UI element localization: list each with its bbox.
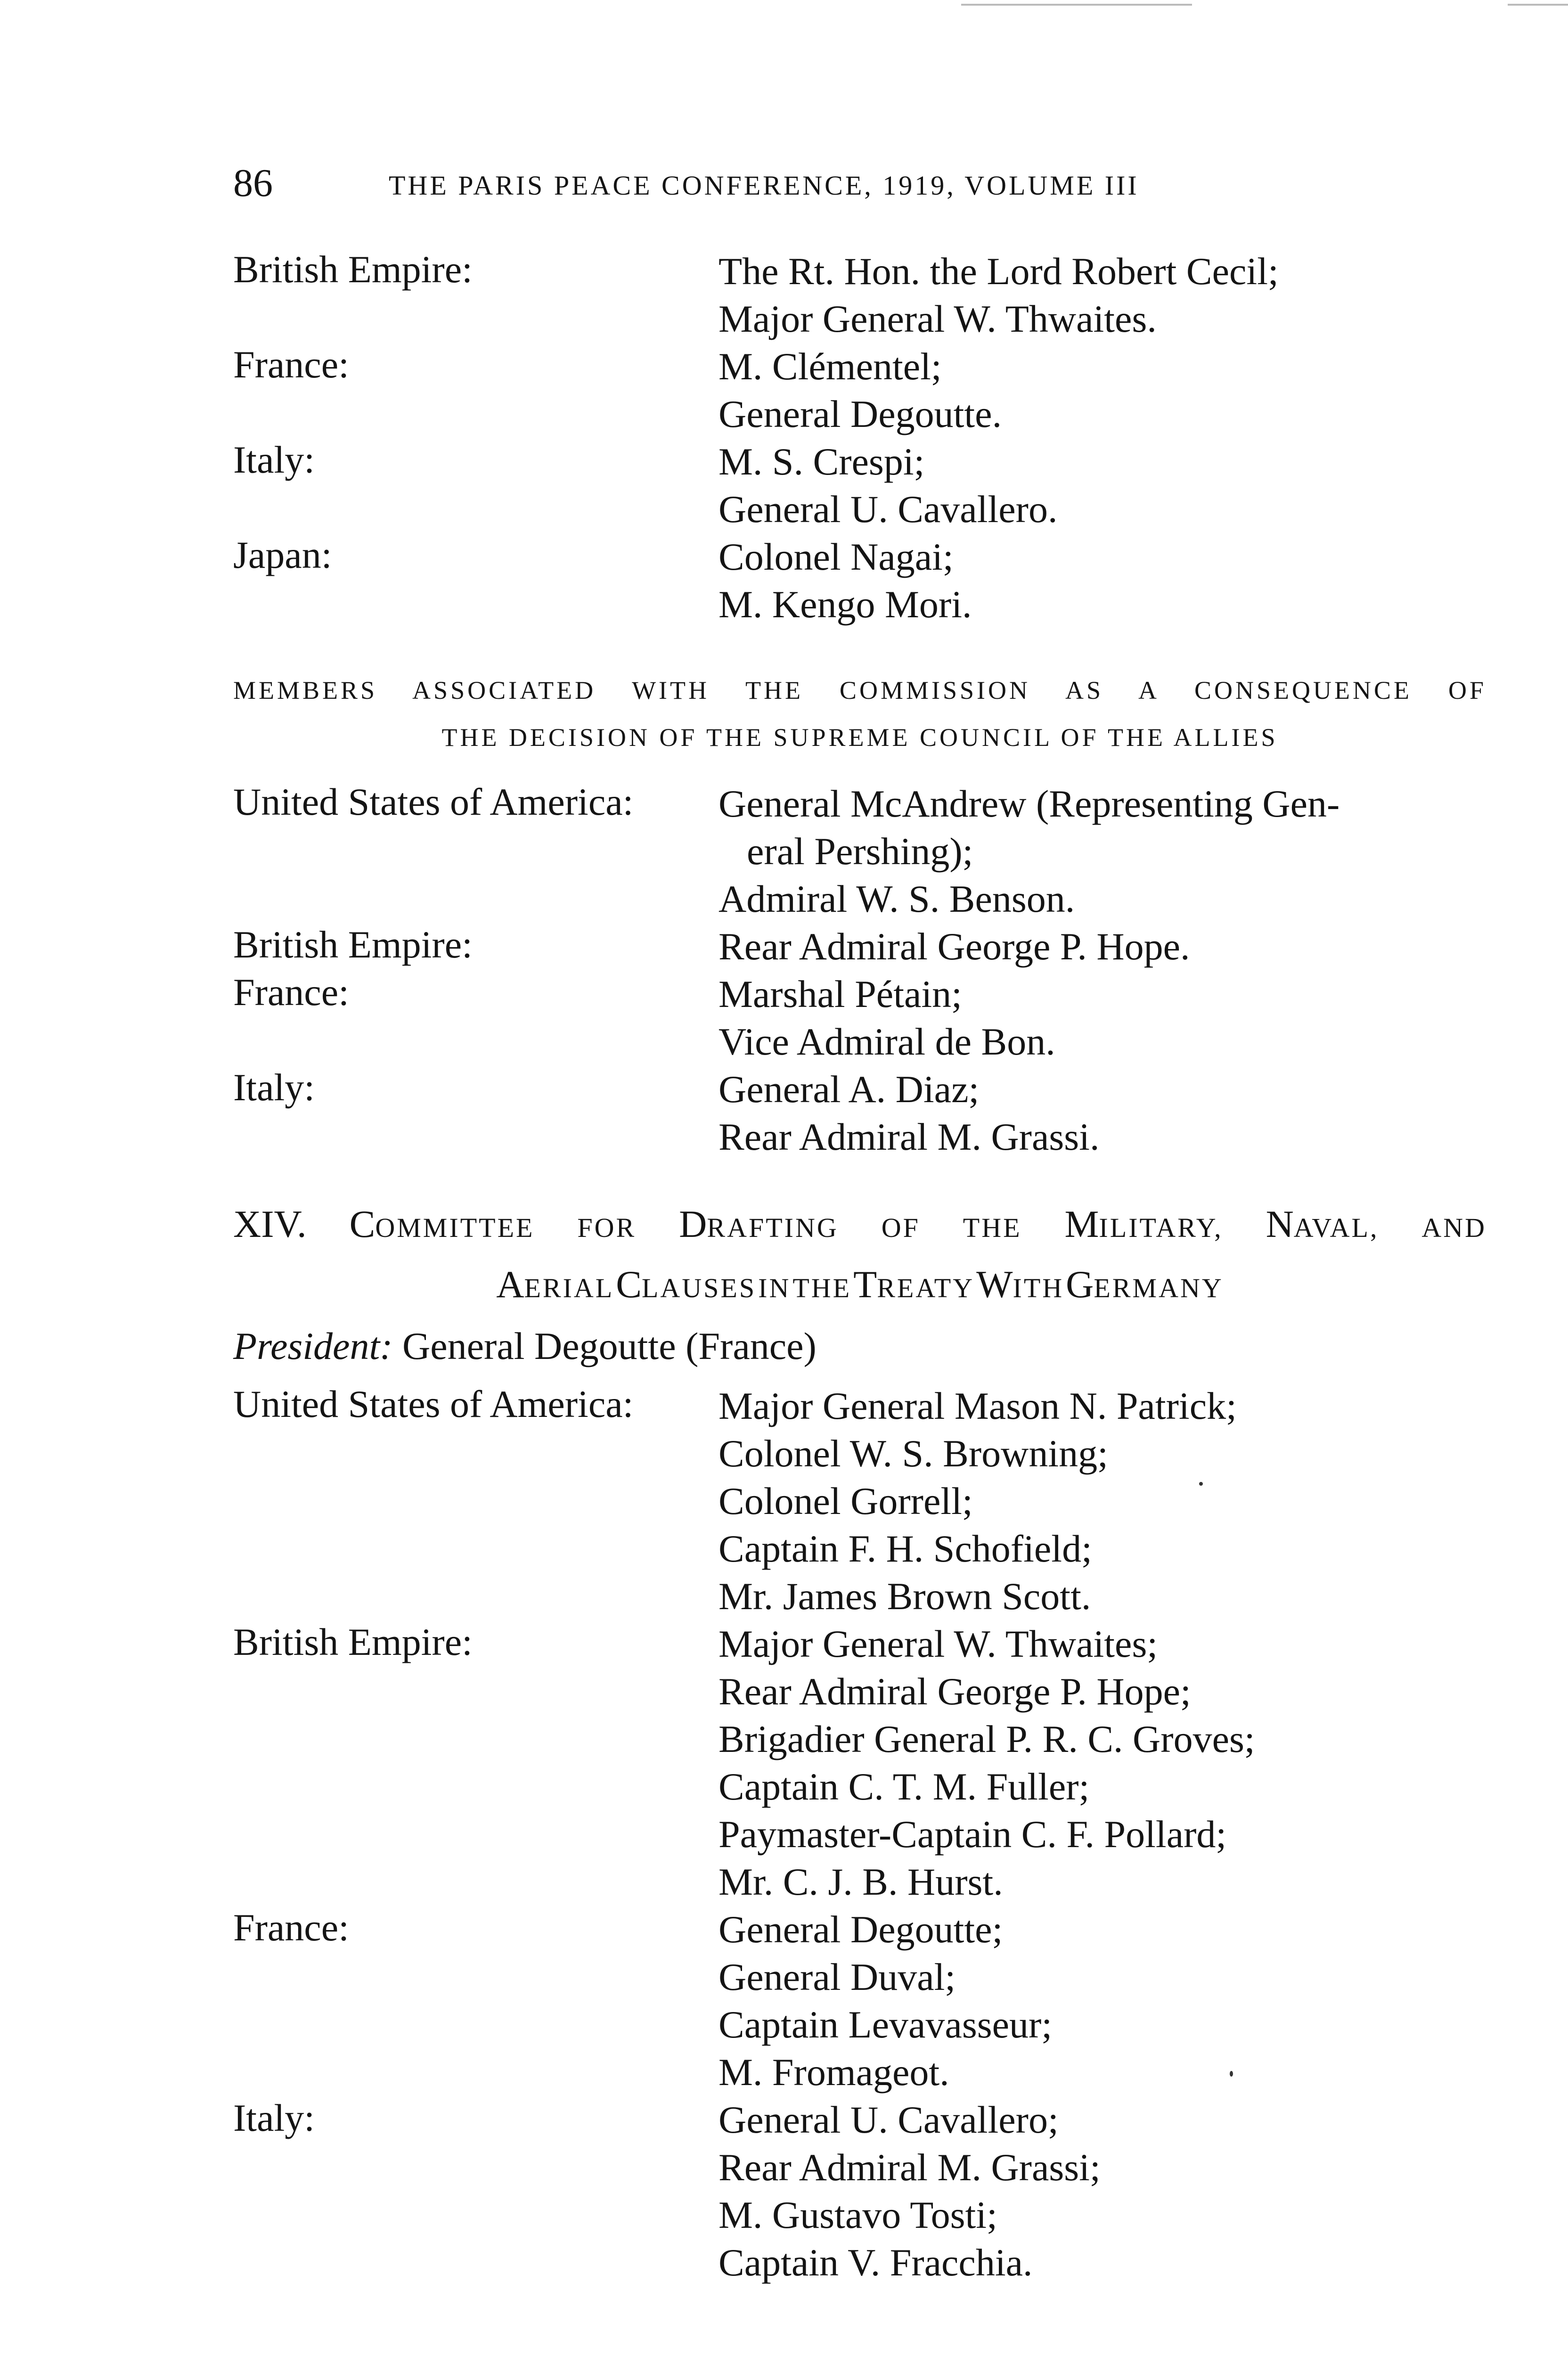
section-heading xyxy=(233,1199,1486,1320)
member-name: M. Fromageot. xyxy=(719,2051,949,2094)
member-name: Major General W. Thwaites. xyxy=(719,297,1157,340)
member-name: M. Kengo Mori. xyxy=(719,583,972,626)
member-name: Mr. James Brown Scott. xyxy=(719,1575,1091,1618)
country-label: United States of America: xyxy=(233,1383,634,1425)
member-row xyxy=(233,247,1505,343)
president-line xyxy=(233,1324,817,1368)
member-name: Captain Levavasseur; xyxy=(719,2003,1053,2046)
member-name: Admiral W. S. Benson. xyxy=(719,877,1075,920)
section-heading-line1: COMMITTEE FOR DRAFTING OF THE MILITARY, NAVAL, AND xyxy=(349,1203,1487,1245)
members-top-list xyxy=(233,247,1505,628)
member-name: Rear Admiral M. Grassi. xyxy=(719,1115,1100,1158)
member-name: Colonel W. S. Browning; xyxy=(719,1432,1108,1475)
member-row xyxy=(233,343,1505,438)
member-name: General U. Cavallero; xyxy=(719,2098,1059,2141)
member-name: Captain V. Fracchia. xyxy=(719,2241,1033,2284)
country-label: Italy: xyxy=(233,1066,315,1109)
member-name: Major General W. Thwaites; xyxy=(719,1622,1158,1665)
associated-heading-line2: THE DECISION OF THE SUPREME COUNCIL OF THE ALLIES xyxy=(441,723,1278,752)
member-row xyxy=(233,1065,1505,1161)
country-label: British Empire: xyxy=(233,248,473,291)
member-name: Vice Admiral de Bon. xyxy=(719,1020,1055,1063)
president-name: General Degoutte (France) xyxy=(402,1325,817,1367)
country-label: France: xyxy=(233,1906,349,1949)
country-label: France: xyxy=(233,343,349,386)
member-name: Rear Admiral M. Grassi; xyxy=(719,2146,1101,2189)
member-name: General Duval; xyxy=(719,1955,956,1998)
member-name: Mr. C. J. B. Hurst. xyxy=(719,1860,1003,1903)
page-header xyxy=(233,160,1486,212)
member-row xyxy=(233,533,1505,628)
member-row xyxy=(233,2096,1505,2286)
section-heading-line2: AERIAL CLAUSES IN THE TREATY WITH GERMANY xyxy=(496,1263,1224,1306)
committee-members-list xyxy=(233,1382,1505,2286)
scan-speck xyxy=(1199,1482,1203,1486)
member-name: Rear Admiral George P. Hope; xyxy=(719,1670,1191,1713)
member-name-continuation: eral Pershing); xyxy=(747,830,973,873)
country-label: Japan: xyxy=(233,533,332,576)
scan-speck xyxy=(1230,2071,1233,2077)
member-name: Colonel Nagai; xyxy=(719,535,954,578)
section-numeral: XIV. xyxy=(233,1203,307,1245)
member-row xyxy=(233,1382,1505,1620)
member-name: Major General Mason N. Patrick; xyxy=(719,1384,1237,1427)
member-row xyxy=(233,970,1505,1065)
member-row xyxy=(233,780,1505,923)
member-row xyxy=(233,1620,1505,1906)
country-label: United States of America: xyxy=(233,780,634,823)
country-label: British Empire: xyxy=(233,1620,473,1663)
member-name: Rear Admiral George P. Hope. xyxy=(719,925,1190,968)
member-name: Marshal Pétain; xyxy=(719,973,962,1015)
country-label: Italy: xyxy=(233,2096,315,2139)
member-name: General Degoutte; xyxy=(719,1908,1003,1951)
country-label: France: xyxy=(233,971,349,1014)
member-name: Captain C. T. M. Fuller; xyxy=(719,1765,1090,1808)
member-name: M. S. Crespi; xyxy=(719,440,925,483)
member-name: Captain F. H. Schofield; xyxy=(719,1527,1092,1570)
member-name: Paymaster-Captain C. F. Pollard; xyxy=(719,1813,1227,1856)
member-name: Colonel Gorrell; xyxy=(719,1480,973,1522)
member-row xyxy=(233,1906,1505,2096)
member-name: General McAndrew (Representing Gen- xyxy=(719,782,1340,825)
associated-heading xyxy=(233,667,1486,761)
country-label: Italy: xyxy=(233,438,315,481)
member-name: M. Clémentel; xyxy=(719,345,942,388)
member-name: General U. Cavallero. xyxy=(719,488,1058,531)
scan-artifact-line xyxy=(961,4,1192,6)
member-row xyxy=(233,438,1505,533)
page-number: 86 xyxy=(233,161,273,205)
member-name: M. Gustavo Tosti; xyxy=(719,2193,997,2236)
running-head: THE PARIS PEACE CONFERENCE, 1919, VOLUME III xyxy=(389,170,1139,201)
member-name: General A. Diaz; xyxy=(719,1068,980,1111)
associated-members-list xyxy=(233,780,1505,1161)
scan-artifact-line xyxy=(1508,4,1568,6)
president-label: President: xyxy=(233,1325,393,1367)
associated-heading-line1: MEMBERS ASSOCIATED WITH THE COMMISSION AS A CONSEQUENCE OF xyxy=(233,676,1486,704)
country-label: British Empire: xyxy=(233,923,473,966)
member-name: The Rt. Hon. the Lord Robert Cecil; xyxy=(719,250,1279,293)
member-name: General Degoutte. xyxy=(719,393,1002,435)
member-row xyxy=(233,923,1505,970)
member-name: Brigadier General P. R. C. Groves; xyxy=(719,1718,1255,1760)
